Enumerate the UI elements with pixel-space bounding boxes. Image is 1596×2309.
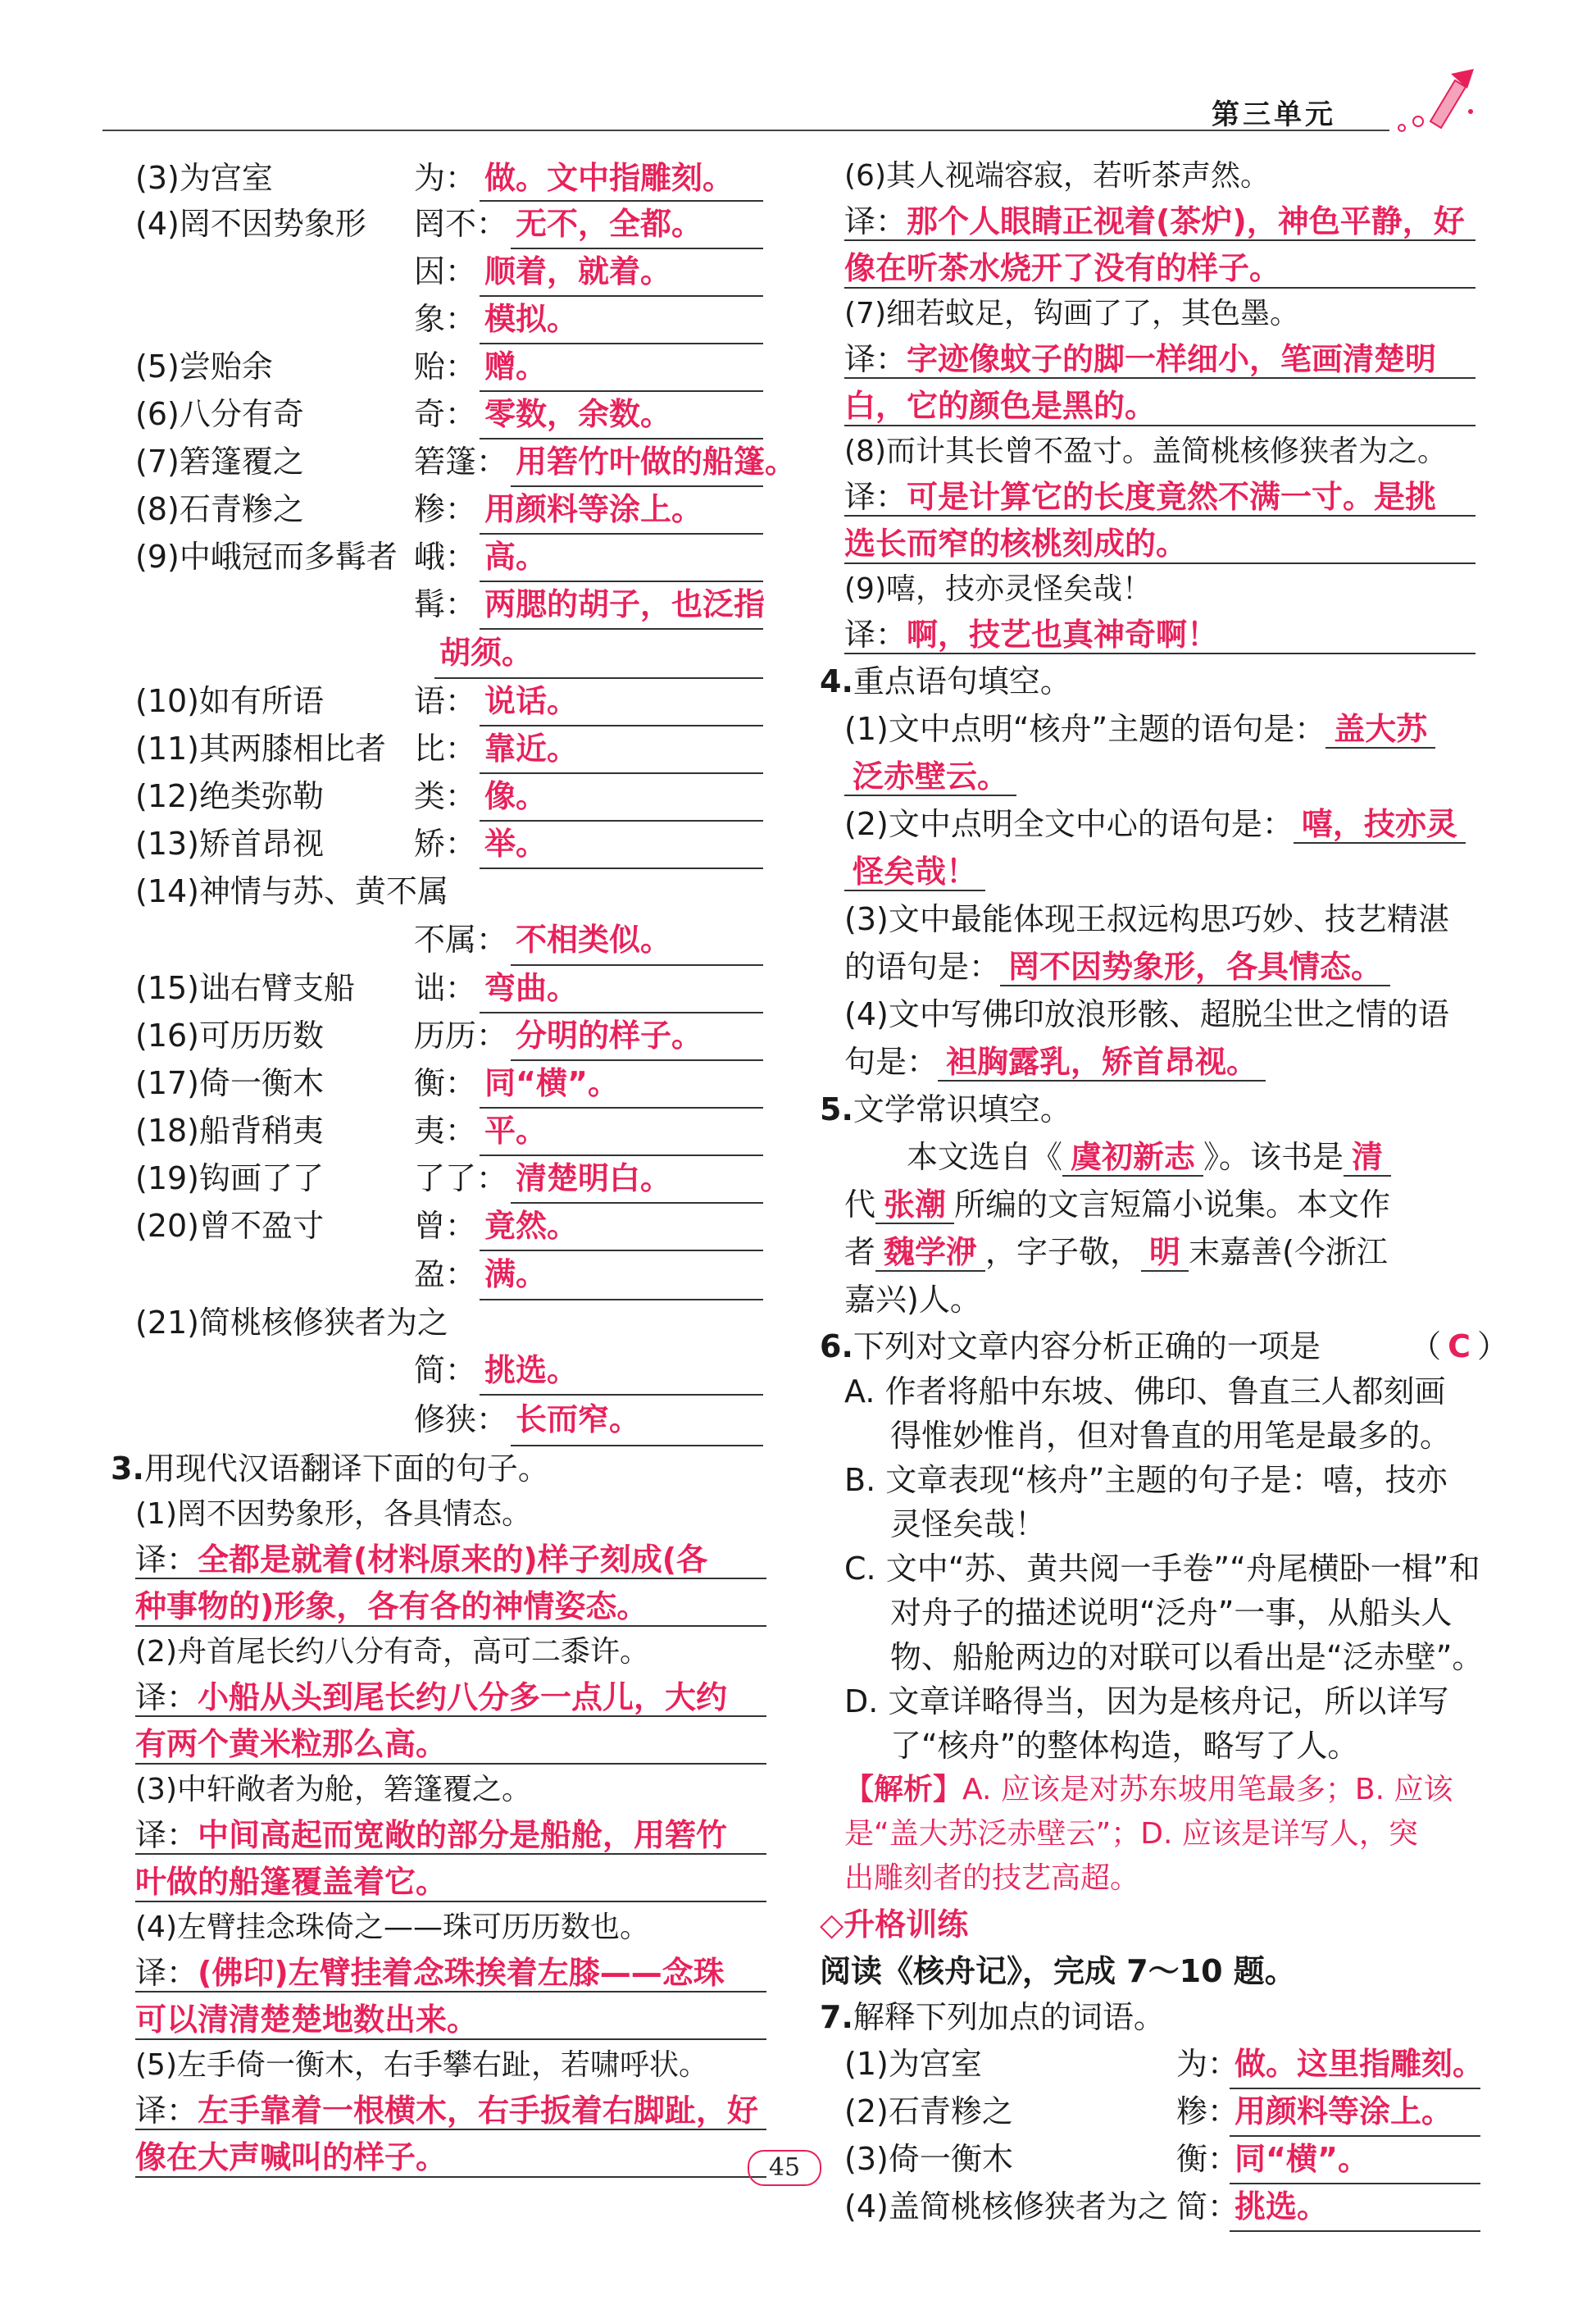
vocab-phrase: (12)绝类弥勒 xyxy=(135,778,325,814)
vocab-row xyxy=(135,820,766,868)
option-line xyxy=(844,1458,1476,1502)
question-number: 7. xyxy=(820,1999,853,2035)
sentence-row xyxy=(135,1630,766,1674)
vocab-answer: 用颜料等涂上。 xyxy=(480,485,763,535)
vocab-row xyxy=(135,1154,766,1202)
vocab-key: 因： xyxy=(414,253,477,289)
vocab-phrase: (1)为宫室 xyxy=(844,2046,982,2082)
vocab-row xyxy=(844,2183,1476,2230)
fill-answer: 罔不因势象形，各具情态。 xyxy=(1000,949,1390,986)
sentence-text: (8)而计其长曾不盈寸。盖简桃核修狭者为之。 xyxy=(844,435,1447,468)
vocab-row xyxy=(135,581,766,628)
vocab-row xyxy=(844,2040,1485,2088)
translation-underline xyxy=(135,1991,766,1992)
vocab-answer: 分明的样子。 xyxy=(511,1012,763,1061)
translation-row-1 xyxy=(844,612,1476,658)
question-4-title xyxy=(820,658,1476,705)
vocab-phrase: (2)石青糁之 xyxy=(844,2093,1013,2129)
analysis-text: 出雕刻者的技艺高超。 xyxy=(844,1861,1140,1895)
fill-text: 者 xyxy=(844,1234,876,1270)
translation-underline xyxy=(844,515,1476,517)
fill-answer: 盖大苏 xyxy=(1325,711,1435,749)
vocab-phrase: (17)倚一衡木 xyxy=(135,1065,325,1101)
translation-label: 译： xyxy=(135,2093,198,2129)
question-3-title xyxy=(111,1445,766,1492)
fill-answer: 魏学洢 xyxy=(875,1234,985,1272)
translation-answer: 那个人眼睛正视着(茶炉)，神色平静，好 xyxy=(907,203,1465,239)
fill-row xyxy=(844,800,1476,848)
option-line xyxy=(844,1414,1476,1458)
translation-answer: 有两个黄米粒那么高。 xyxy=(135,1726,448,1762)
fill-answer: 泛赤壁云。 xyxy=(844,758,1016,796)
vocab-key: 糁： xyxy=(414,491,477,527)
sentence-text: (9)嘻，技亦灵怪矣哉！ xyxy=(844,572,1152,606)
translation-row-1 xyxy=(135,2088,766,2134)
translation-underline xyxy=(135,2176,766,2178)
translation-underline xyxy=(135,1763,766,1765)
vocab-row xyxy=(135,295,766,343)
vocab-key: 贻： xyxy=(414,348,477,385)
vocab-answer: 高。 xyxy=(480,533,763,582)
vocab-answer: 挑选。 xyxy=(1230,2183,1480,2232)
vocab-row xyxy=(135,1250,766,1299)
vocab-key: 矫： xyxy=(414,826,477,862)
fill-row xyxy=(844,943,1476,991)
translation-underline xyxy=(844,653,1476,654)
fill-row xyxy=(844,1276,1476,1323)
vocab-row xyxy=(135,1346,766,1394)
fill-row xyxy=(844,1038,1476,1086)
vocab-key: 髯： xyxy=(414,586,477,622)
vocab-row xyxy=(135,772,766,820)
reading-text: 阅读《核舟记》，完成 7～10 题。 xyxy=(820,1953,1296,1989)
sentence-row xyxy=(844,430,1476,474)
translation-underline xyxy=(135,1625,766,1627)
vocab-answer: 同“横”。 xyxy=(480,1059,763,1109)
option-text: 了“核舟”的整体构造，略写了人。 xyxy=(890,1728,1359,1764)
translation-row-1 xyxy=(135,1537,766,1583)
vocab-row xyxy=(844,2088,1476,2135)
translation-answer: 字迹像蚊子的脚一样细小，笔画清楚明 xyxy=(907,341,1437,377)
vocab-answer: 靠近。 xyxy=(480,725,763,774)
vocab-key: 峨： xyxy=(414,539,477,575)
translation-row-2 xyxy=(135,1720,766,1768)
translation-label: 译： xyxy=(844,203,907,239)
translation-row-2 xyxy=(135,1858,766,1906)
vocab-answer: 两腮的胡子，也泛指 xyxy=(480,581,763,630)
vocab-row xyxy=(135,156,766,200)
vocab-phrase: (8)石青糁之 xyxy=(135,491,304,527)
vocab-phrase: (4)盖简桃核修狭者为之 xyxy=(844,2188,1169,2225)
vocab-row xyxy=(135,725,766,772)
fill-answer: 嘻，技亦灵 xyxy=(1294,806,1466,844)
option-line xyxy=(844,1546,1480,1591)
fill-text: (1)文中点明“核舟”主题的语句是： xyxy=(844,711,1326,747)
translation-underline xyxy=(135,1578,766,1579)
vocab-key: 糁： xyxy=(1176,2093,1239,2129)
vocab-row xyxy=(135,343,766,390)
vocab-key: 奇： xyxy=(414,396,477,432)
translation-underline xyxy=(135,1901,766,1902)
translation-label: 译： xyxy=(844,341,907,377)
sentence-row xyxy=(135,1906,766,1950)
fill-row xyxy=(844,1228,1476,1276)
vocab-row xyxy=(135,868,766,915)
fill-row xyxy=(844,705,1476,753)
vocab-answer: 赠。 xyxy=(480,343,763,392)
vocab-row xyxy=(135,628,766,677)
fill-answer: 怪矣哉！ xyxy=(844,854,985,891)
vocab-answer: 长而窄。 xyxy=(511,1394,763,1446)
option-line xyxy=(844,1679,1476,1724)
question-5-title xyxy=(820,1086,1476,1133)
analysis-line xyxy=(844,1812,1476,1856)
fill-text: (2)文中点明全文中心的语句是： xyxy=(844,806,1294,842)
translation-underline xyxy=(844,239,1476,241)
translation-answer: 叶做的船篷覆盖着它。 xyxy=(135,1864,448,1900)
fill-text: 所编的文言短篇小说集。本文作 xyxy=(954,1186,1391,1223)
translation-answer: 小船从头到尾长约八分多一点儿，大约 xyxy=(198,1679,728,1715)
translation-answer: 种事物的)形象，各有各的神情姿态。 xyxy=(135,1588,648,1624)
vocab-row xyxy=(135,1107,766,1154)
vocab-row xyxy=(135,200,766,248)
translation-label: 译： xyxy=(135,1542,198,1578)
vocab-key: 箬篷： xyxy=(414,444,508,480)
translation-answer: 可以清清楚楚地数出来。 xyxy=(135,2002,479,2038)
translation-answer: 全都是就着(材料原来的)样子刻成(各 xyxy=(198,1542,708,1578)
vocab-answer: 满。 xyxy=(480,1250,763,1300)
fill-text: 本文选自《 xyxy=(907,1139,1063,1175)
sentence-row xyxy=(135,1768,766,1812)
vocab-row xyxy=(135,438,797,485)
vocab-phrase: (15)诎右臂支船 xyxy=(135,970,356,1006)
sentence-text: (3)中轩敞者为舱，箬篷覆之。 xyxy=(135,1773,531,1806)
fill-answer: 袒胸露乳，矫首昂视。 xyxy=(938,1044,1266,1082)
sentence-text: (2)舟首尾长约八分有奇，高可二黍许。 xyxy=(135,1635,649,1669)
reading-instruction xyxy=(820,1948,1476,1994)
question-text: 用现代汉语翻译下面的句子。 xyxy=(143,1451,549,1487)
translation-label: 译： xyxy=(135,1817,198,1853)
option-text: 灵怪矣哉！ xyxy=(890,1506,1047,1542)
fill-row xyxy=(844,991,1476,1038)
vocab-row xyxy=(135,1394,766,1445)
sentence-text: (1)罔不因势象形，各具情态。 xyxy=(135,1497,531,1531)
translation-row-1 xyxy=(844,474,1476,520)
translation-answer: 选长而窄的核桃刻成的。 xyxy=(844,526,1188,562)
vocab-key: 修狭： xyxy=(414,1401,508,1437)
vocab-answer: 举。 xyxy=(480,820,763,869)
option-text: D. 文章详略得当，因为是核舟记，所以详写 xyxy=(844,1683,1449,1719)
analysis-text: 是“盖大苏泛赤壁云”；D. 应该是详写人，突 xyxy=(844,1817,1418,1851)
vocab-phrase: (13)矫首昂视 xyxy=(135,826,325,862)
vocab-key: 比： xyxy=(414,731,477,767)
vocab-key: 夷： xyxy=(414,1113,477,1149)
question-6-title xyxy=(820,1323,1508,1369)
translation-row-1 xyxy=(135,1950,766,1996)
vocab-answer: 同“横”。 xyxy=(1230,2135,1480,2184)
vocab-row xyxy=(135,964,766,1012)
vocab-phrase: (18)船背稍夷 xyxy=(135,1113,325,1149)
vocab-answer: 用箬竹叶做的船篷。 xyxy=(511,438,763,487)
translation-answer: 啊，技艺也真神奇啊！ xyxy=(907,617,1219,653)
vocab-phrase: (3)倚一衡木 xyxy=(844,2141,1013,2177)
translation-row-2 xyxy=(844,382,1476,430)
section-title: 升格训练 xyxy=(843,1906,969,1942)
fill-row xyxy=(844,895,1476,943)
vocab-answer: 不相类似。 xyxy=(511,915,763,966)
translation-underline xyxy=(844,377,1476,379)
vocab-key: 了了： xyxy=(414,1160,508,1196)
translation-underline xyxy=(844,562,1476,564)
answer-open: （ xyxy=(1410,1328,1442,1364)
sentence-row xyxy=(135,1492,766,1537)
vocab-phrase: (6)八分有奇 xyxy=(135,396,304,432)
vocab-answer: 零数，余数。 xyxy=(480,390,763,439)
vocab-key: 罔不： xyxy=(414,206,508,242)
question-text: 解释下列加点的词语。 xyxy=(853,1999,1165,2035)
translation-label: 译： xyxy=(844,617,907,653)
section-heading xyxy=(820,1901,1476,1948)
translation-row-2 xyxy=(844,520,1476,567)
translation-row-1 xyxy=(844,336,1476,382)
sentence-row xyxy=(844,567,1476,612)
sentence-row xyxy=(844,154,1476,198)
translation-row-1 xyxy=(135,1674,766,1720)
translation-answer: 左手靠着一根横木，右手扳着右脚趾，好 xyxy=(198,2093,759,2129)
fill-text: 的语句是： xyxy=(844,949,1001,985)
translation-label: 译： xyxy=(844,479,907,515)
option-text: C. 文中“苏、黄共阅一手卷”“舟尾横卧一楫”和 xyxy=(844,1551,1480,1587)
vocab-phrase: (3)为宫室 xyxy=(135,160,273,196)
vocab-key: 衡： xyxy=(1176,2141,1239,2177)
diamond-icon: ◇ xyxy=(820,1906,844,1942)
question-number: 3. xyxy=(111,1451,144,1487)
question-text: 下列对文章内容分析正确的一项是 xyxy=(853,1328,1321,1364)
option-text: A. 作者将船中东坡、佛印、鲁直三人都刻画 xyxy=(844,1373,1446,1410)
question-number: 4. xyxy=(820,663,853,699)
analysis-line xyxy=(844,1768,1476,1812)
fill-answer: 张潮 xyxy=(875,1186,954,1224)
vocab-row xyxy=(135,915,766,964)
vocab-answer: 用颜料等涂上。 xyxy=(1230,2088,1480,2137)
vocab-row xyxy=(844,2135,1476,2183)
vocab-phrase: (14)神情与苏、黄不属 xyxy=(135,873,449,909)
translation-label: 译： xyxy=(135,1955,198,1991)
vocab-phrase: (21)简桃核修狭者为之 xyxy=(135,1305,449,1341)
vocab-key: 不属： xyxy=(414,922,508,958)
fill-row xyxy=(844,1181,1476,1228)
vocab-answer: 平。 xyxy=(480,1107,763,1156)
vocab-phrase: (10)如有所语 xyxy=(135,683,325,719)
answer-close: ） xyxy=(1476,1328,1508,1364)
answer-choice: C xyxy=(1448,1328,1471,1364)
fill-text: 句是： xyxy=(844,1044,939,1080)
question-number: 6. xyxy=(820,1328,853,1364)
vocab-phrase: (11)其两膝相比者 xyxy=(135,731,387,767)
sentence-row xyxy=(135,2043,766,2088)
vocab-phrase: (7)箬篷覆之 xyxy=(135,444,304,480)
analysis-tag: 【解析】 xyxy=(844,1773,963,1806)
decorative-pen-icon xyxy=(1385,64,1484,146)
translation-underline xyxy=(135,1853,766,1855)
translation-row-2 xyxy=(135,1996,766,2043)
vocab-answer: 做。文中指雕刻。 xyxy=(480,156,763,202)
vocab-key: 为： xyxy=(1176,2046,1239,2082)
right-column xyxy=(820,154,1508,2230)
answer-bracket xyxy=(1410,1323,1508,1369)
vocab-row xyxy=(135,533,766,581)
fill-text: 嘉兴)人。 xyxy=(844,1282,981,1318)
sentence-row xyxy=(844,292,1476,336)
option-line xyxy=(844,1635,1484,1679)
vocab-row xyxy=(135,677,766,725)
vocab-row xyxy=(135,1059,766,1107)
question-text: 重点语句填空。 xyxy=(853,663,1071,699)
fill-row xyxy=(844,1133,1476,1181)
sentence-text: (6)其人视端容寂，若听茶声然。 xyxy=(844,159,1270,193)
fill-row xyxy=(844,753,1476,800)
sentence-text: (7)细若蚊足，钩画了了，其色墨。 xyxy=(844,297,1299,330)
unit-title: 第三单元 xyxy=(1212,98,1336,131)
vocab-row xyxy=(135,1299,766,1346)
fill-row xyxy=(844,848,1476,895)
vocab-row xyxy=(135,1202,766,1250)
translation-underline xyxy=(135,2038,766,2040)
sentence-text: (4)左臂挂念珠倚之——珠可历历数也。 xyxy=(135,1911,649,1944)
vocab-key: 衡： xyxy=(414,1065,477,1101)
vocab-row xyxy=(135,248,766,295)
translation-label: 译： xyxy=(135,1679,198,1715)
vocab-phrase: (9)中峨冠而多髯者 xyxy=(135,539,398,575)
fill-text: ，字子敬， xyxy=(985,1234,1142,1270)
option-text: 得惟妙惟肖，但对鲁直的用笔是最多的。 xyxy=(890,1418,1452,1454)
fill-text: 末嘉善(今浙江 xyxy=(1189,1234,1388,1270)
translation-answer: 可是计算它的长度竟然不满一寸。是挑 xyxy=(907,479,1437,515)
vocab-answer: 无不，全都。 xyxy=(511,200,763,249)
question-text: 文学常识填空。 xyxy=(853,1091,1071,1127)
vocab-key: 语： xyxy=(414,683,477,719)
translation-row-2 xyxy=(135,2134,766,2181)
vocab-answer: 做。这里指雕刻。 xyxy=(1230,2040,1480,2089)
vocab-key: 历历： xyxy=(414,1018,508,1054)
fill-answer: 清 xyxy=(1344,1139,1391,1177)
header-rule xyxy=(102,130,1389,131)
translation-underline xyxy=(135,2129,766,2130)
vocab-phrase: (20)曾不盈寸 xyxy=(135,1208,325,1244)
translation-row-1 xyxy=(135,1812,766,1858)
vocab-key: 曾： xyxy=(414,1208,477,1244)
translation-row-2 xyxy=(135,1583,766,1630)
translation-underline xyxy=(844,425,1476,426)
vocab-answer: 弯曲。 xyxy=(480,964,763,1013)
option-line xyxy=(844,1502,1476,1546)
translation-answer: 中间高起而宽敞的部分是船舱，用箬竹 xyxy=(198,1817,728,1853)
vocab-row xyxy=(135,1012,766,1059)
option-line xyxy=(844,1591,1476,1635)
translation-underline xyxy=(135,1715,766,1717)
vocab-answer: 说话。 xyxy=(480,677,763,726)
translation-row-1 xyxy=(844,198,1476,244)
vocab-phrase: (16)可历历数 xyxy=(135,1018,325,1054)
fill-text: 》。该书是 xyxy=(1203,1139,1344,1175)
vocab-row xyxy=(135,485,766,533)
sentence-text: (5)左手倚一衡木，右手攀右趾，若啸呼状。 xyxy=(135,2048,708,2082)
option-line xyxy=(844,1724,1476,1768)
option-text: B. 文章表现“核舟”主题的句子是：嘻，技亦 xyxy=(844,1462,1448,1498)
vocab-answer: 胡须。 xyxy=(434,628,763,679)
option-text: 物、船舱两边的对联可以看出是“泛赤壁”。 xyxy=(890,1639,1484,1675)
vocab-answer: 像。 xyxy=(480,772,763,822)
option-line xyxy=(844,1369,1476,1414)
vocab-answer: 挑选。 xyxy=(480,1346,763,1396)
vocab-row xyxy=(135,390,766,438)
translation-answer: (佛印)左臂挂着念珠挨着左膝——念珠 xyxy=(198,1955,725,1991)
fill-text: (3)文中最能体现王叔远构思巧妙、技艺精湛 xyxy=(844,901,1449,937)
vocab-key: 为： xyxy=(414,160,477,196)
vocab-answer: 顺着，就着。 xyxy=(480,248,763,297)
translation-answer: 像在听茶水烧开了没有的样子。 xyxy=(844,250,1281,286)
vocab-key: 诎： xyxy=(414,970,477,1006)
question-7-title xyxy=(820,1994,1476,2040)
vocab-key: 象： xyxy=(414,301,477,337)
vocab-key: 简： xyxy=(1176,2188,1239,2225)
vocab-phrase: (4)罔不因势象形 xyxy=(135,206,366,242)
question-number: 5. xyxy=(820,1091,853,1127)
fill-text: 代 xyxy=(844,1186,876,1223)
vocab-key: 盈： xyxy=(414,1256,477,1292)
fill-text: (4)文中写佛印放浪形骸、超脱尘世之情的语 xyxy=(844,996,1449,1032)
vocab-phrase: (5)尝贻余 xyxy=(135,348,273,385)
vocab-key: 简： xyxy=(414,1352,477,1388)
translation-underline xyxy=(844,287,1476,289)
translation-row-2 xyxy=(844,244,1476,292)
vocab-key: 类： xyxy=(414,778,477,814)
vocab-answer: 模拟。 xyxy=(480,295,763,344)
page-number: 45 xyxy=(748,2150,821,2186)
fill-answer: 明 xyxy=(1141,1234,1189,1272)
translation-answer: 白，它的颜色是黑的。 xyxy=(844,388,1157,424)
option-text: 对舟子的描述说明“泛舟”一事，从船头人 xyxy=(890,1595,1453,1631)
translation-answer: 像在大声喊叫的样子。 xyxy=(135,2139,448,2175)
vocab-answer: 竟然。 xyxy=(480,1202,763,1251)
fill-answer: 虞初新志 xyxy=(1062,1139,1203,1177)
vocab-answer: 清楚明白。 xyxy=(511,1154,763,1204)
analysis-line xyxy=(844,1856,1476,1901)
vocab-phrase: (19)钩画了了 xyxy=(135,1160,325,1196)
analysis-text: A. 应该是对苏东坡用笔最多；B. 应该 xyxy=(962,1773,1453,1806)
